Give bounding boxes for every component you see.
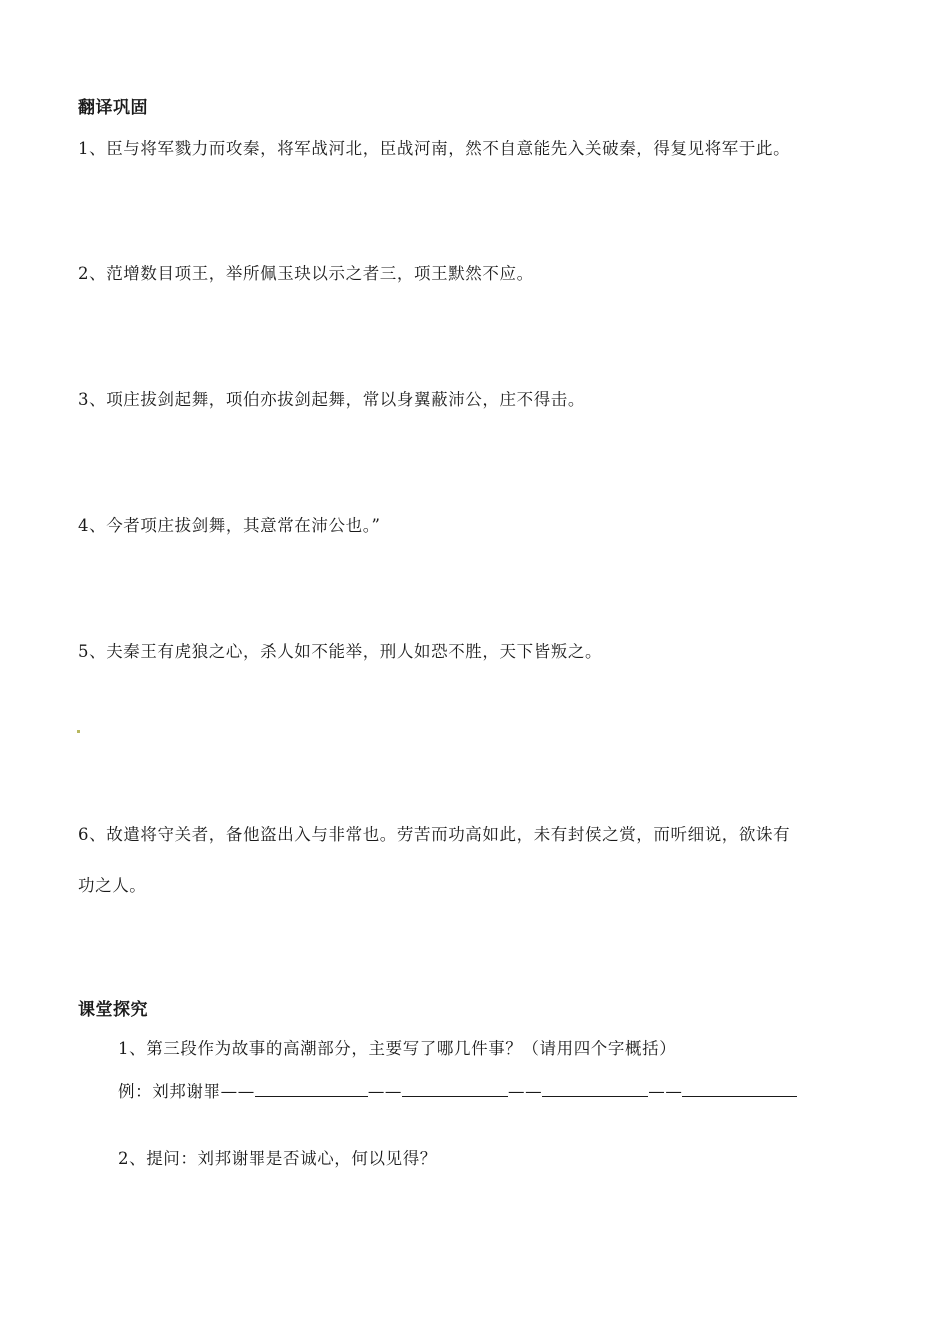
example-label: 例：刘邦谢罪 [118,1082,221,1101]
translation-item-6: 6、故遣将守关者，备他盗出入与非常也。劳苦而功高如此，未有封侯之赏，而听细说，欲诛有 [78,825,791,844]
dash-3: —— [508,1082,543,1101]
translation-item-4: 4、今者项庄拔剑舞，其意常在沛公也。” [78,516,381,535]
answer-blank-4[interactable] [682,1080,797,1097]
section-heading-translation: 翻译巩固 [78,98,148,118]
dash-1: —— [220,1082,255,1101]
example-answer-line [118,1078,797,1102]
answer-blank-1[interactable] [255,1080,368,1097]
section-heading-inquiry: 课堂探究 [78,1000,148,1020]
translation-item-3: 3、项庄拔剑起舞，项伯亦拔剑起舞，常以身翼蔽沛公，庄不得击。 [78,390,585,409]
inquiry-question-2: 2、提问：刘邦谢罪是否诚心，何以见得？ [118,1149,437,1168]
dash-4: —— [648,1082,683,1101]
translation-item-2: 2、范增数目项王，举所佩玉玦以示之者三，项王默然不应。 [78,264,534,283]
inquiry-question-1: 1、第三段作为故事的高潮部分，主要写了哪几件事？（请用四个字概括） [118,1039,677,1058]
translation-item-5: 5、夫秦王有虎狼之心，杀人如不能举，刑人如恐不胜，天下皆叛之。 [78,642,603,661]
stray-dot-mark [77,730,80,733]
dash-2: —— [367,1082,403,1101]
answer-blank-3[interactable] [542,1080,648,1097]
answer-blank-2[interactable] [402,1080,508,1097]
translation-item-6-continued: 功之人。 [78,876,147,895]
translation-item-1: 1、臣与将军戮力而攻秦，将军战河北，臣战河南，然不自意能先入关破秦，得复见将军于此。 [78,139,791,158]
